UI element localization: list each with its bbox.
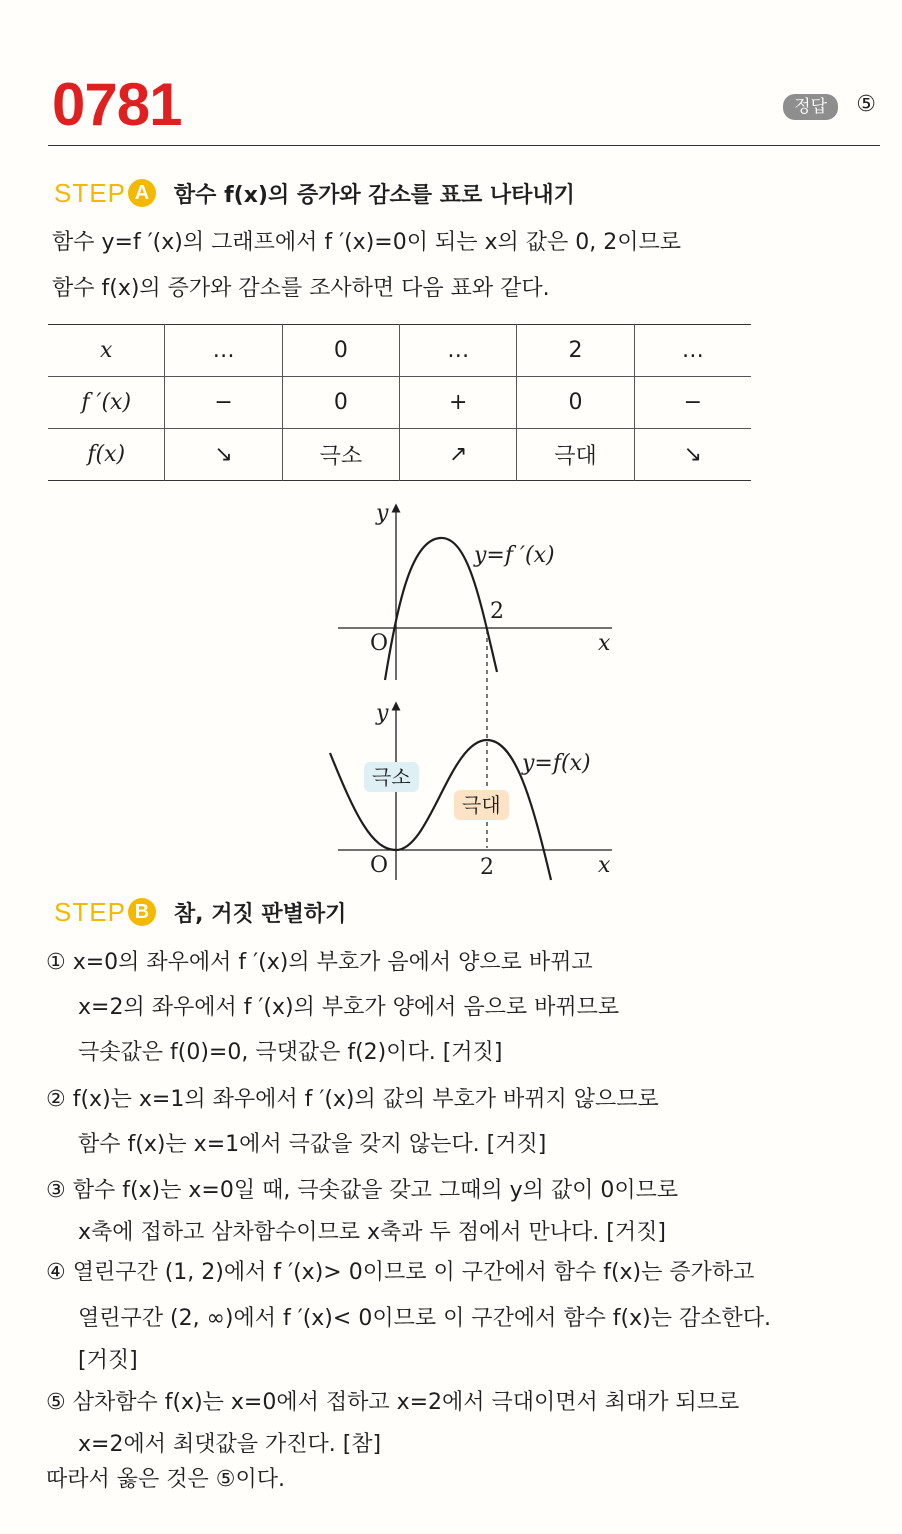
bottom-tick-2: 2 bbox=[480, 855, 494, 880]
bottom-origin-label: O bbox=[370, 853, 389, 878]
table-cell: 0 bbox=[517, 377, 634, 429]
table-row bbox=[48, 377, 751, 429]
choice-1-line: 극솟값은 f(0)=0, 극댓값은 f(2)이다. [거짓] bbox=[78, 1040, 503, 1065]
choice-1-line: x=2의 좌우에서 f ′(x)의 부호가 양에서 음으로 바뀌므로 bbox=[78, 995, 620, 1020]
choice-5-line: ⑤ 삼차함수 f(x)는 x=0에서 접하고 x=2에서 극대이면서 최대가 되므로 bbox=[46, 1390, 740, 1415]
table-cell: − bbox=[634, 377, 751, 429]
choice-3-line: x축에 접하고 삼차함수이므로 x축과 두 점에서 만나다. [거짓] bbox=[78, 1220, 666, 1245]
answer-badge: 정답 bbox=[783, 94, 838, 120]
answer-value: ⑤ bbox=[856, 92, 876, 117]
table-cell: … bbox=[634, 325, 751, 377]
step-a-heading bbox=[54, 176, 575, 210]
derivative-curve-label: y=f ′(x) bbox=[474, 543, 555, 568]
top-y-label: y bbox=[376, 501, 389, 526]
choice-4-line: [거짓] bbox=[78, 1348, 138, 1373]
choice-3-line: ③ 함수 f(x)는 x=0일 때, 극솟값을 갖고 그때의 y의 값이 0이므로 bbox=[46, 1178, 679, 1203]
table-cell: 극대 bbox=[517, 429, 634, 481]
problem-header bbox=[48, 70, 880, 146]
choice-2-line: ② f(x)는 x=1의 좌우에서 f ′(x)의 값의 부호가 바뀌지 않으므로 bbox=[46, 1087, 659, 1112]
choice-5-line: x=2에서 최댓값을 가진다. [참] bbox=[78, 1432, 382, 1457]
table-cell: 0 bbox=[282, 377, 399, 429]
table-cell: f(x) bbox=[87, 442, 126, 467]
table-cell: x bbox=[48, 325, 165, 377]
table-cell: 2 bbox=[517, 325, 634, 377]
step-b-title: 참, 거짓 판별하기 bbox=[173, 901, 347, 927]
top-tick-2: 2 bbox=[490, 599, 504, 624]
derivative-curve bbox=[385, 538, 497, 680]
step-a-title: 함수 f(x)의 증가와 감소를 표로 나타내기 bbox=[173, 182, 575, 208]
table-cell: − bbox=[165, 377, 282, 429]
bottom-y-label: y bbox=[376, 701, 389, 726]
table-cell: ↘ bbox=[634, 429, 751, 481]
table-cell: f ′(x) bbox=[48, 377, 165, 429]
step-b-letter: B bbox=[128, 898, 156, 926]
choice-4-line: ④ 열린구간 (1, 2)에서 f ′(x)> 0이므로 이 구간에서 함수 f(x)는 증가하고 bbox=[46, 1260, 755, 1285]
variation-table bbox=[48, 324, 751, 481]
table-cell: ↘ bbox=[165, 429, 282, 481]
step-a-letter: A bbox=[128, 179, 156, 207]
table-cell: … bbox=[400, 325, 517, 377]
table-cell: … bbox=[165, 325, 282, 377]
step-a-word: STEP bbox=[54, 177, 126, 208]
table-cell: 극소 bbox=[282, 429, 399, 481]
step-b-word: STEP bbox=[54, 896, 126, 927]
bottom-x-label: x bbox=[598, 853, 611, 878]
step-a-text-line: 함수 y=f ′(x)의 그래프에서 f ′(x)=0이 되는 x의 값은 0, 2이므로 bbox=[52, 230, 681, 255]
choice-4-line: 열린구간 (2, ∞)에서 f ′(x)< 0이므로 이 구간에서 함수 f(x)는 감소한다. bbox=[78, 1306, 771, 1331]
local-min-label: 극소 bbox=[364, 762, 419, 792]
function-curve bbox=[330, 740, 551, 880]
step-b-heading bbox=[54, 895, 346, 929]
local-max-label: 극대 bbox=[454, 790, 509, 820]
table-row bbox=[48, 429, 751, 481]
header-divider bbox=[48, 145, 880, 146]
top-x-label: x bbox=[598, 631, 611, 656]
problem-number: 0781 bbox=[52, 71, 182, 138]
conclusion-line: 따라서 옳은 것은 ⑤이다. bbox=[46, 1467, 285, 1492]
step-a-text-line: 함수 f(x)의 증가와 감소를 조사하면 다음 표와 같다. bbox=[52, 276, 550, 301]
top-origin-label: O bbox=[370, 631, 389, 656]
choice-2-line: 함수 f(x)는 x=1에서 극값을 갖지 않는다. [거짓] bbox=[78, 1132, 547, 1157]
choice-1-line: ① x=0의 좌우에서 f ′(x)의 부호가 음에서 양으로 바뀌고 bbox=[46, 950, 593, 975]
table-cell: ↗ bbox=[400, 429, 517, 481]
table-cell: 0 bbox=[282, 325, 399, 377]
table-cell: + bbox=[400, 377, 517, 429]
function-curve-label: y=f(x) bbox=[522, 751, 591, 776]
table-row bbox=[48, 325, 751, 377]
